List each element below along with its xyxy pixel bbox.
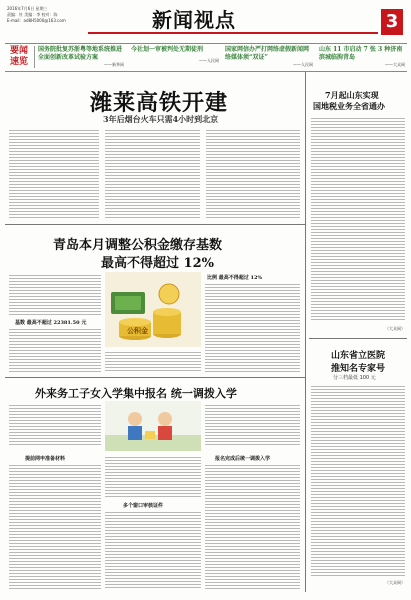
page-number: 3: [385, 11, 399, 32]
right-top-story: [309, 72, 407, 338]
brief-item[interactable]: [225, 46, 313, 67]
fund-story: [5, 226, 303, 376]
brief-item-source: ——人民网: [293, 62, 313, 67]
column-divider: [305, 72, 306, 592]
fund-subhead-left: 基数 最高不超过 22381.50 元: [15, 320, 87, 326]
masthead-email: E-mail：ad8H5000@163.com: [7, 18, 66, 23]
main-story-body-col2: [105, 128, 200, 218]
brief-item-title: 山东 11 市启动 7 张 3 种济南滨城临朐青岛: [319, 46, 403, 61]
worker-body-col3-top: [205, 403, 300, 447]
briefs-label-divider: [34, 46, 35, 68]
hospital-headline-line2: 推知名专家号: [331, 364, 386, 374]
worker-body-col3: [205, 463, 300, 589]
fund-subhead-right: 比例 最高不得超过 12%: [207, 275, 263, 281]
fund-body-left-2: [9, 327, 101, 373]
briefs-label-line2: 速览: [9, 57, 28, 67]
section-divider: [5, 224, 305, 225]
brief-item-title: 今社划一审被判处无期徒刑: [131, 46, 204, 53]
fund-illustration-caption: 公积金: [127, 326, 148, 335]
fund-headline-line2: 最高不得超过 12%: [101, 256, 214, 271]
right-top-body: [311, 116, 405, 322]
worker-subhead-3: 报名完成后统一调拨入学: [215, 456, 271, 462]
brief-item-title: 国务院批复苏浙粤等地系统推进全面创新改革试验方案: [38, 46, 123, 61]
masthead-date: 2016年7月6日 星期三: [7, 6, 48, 11]
worker-subhead-2: 多个窗口审核证件: [123, 503, 164, 509]
right-top-headline-line2: 国地税业务全省通办: [313, 101, 385, 111]
right-top-source: （大众网）: [385, 326, 405, 331]
hospital-headline-line3: 分三档最低 100 元: [333, 375, 376, 381]
briefs-label-line1: 要闻: [9, 46, 28, 56]
brief-item-source: ——人民网: [199, 58, 219, 63]
main-story-subheadline: 3年后烟台火车只需4小时到北京: [103, 114, 219, 124]
coin-stack-illustration: [105, 272, 201, 347]
briefs-bar: [5, 43, 407, 72]
brief-item[interactable]: [38, 46, 124, 67]
worker-illustration: [105, 401, 201, 451]
right-divider: [309, 338, 407, 339]
fund-body-left: [9, 273, 101, 315]
worker-headline: 外来务工子女入学集中报名 统一调拨入学: [35, 387, 237, 400]
students-illustration: [105, 401, 201, 451]
brief-item[interactable]: [319, 46, 405, 67]
hospital-headline-line1: 山东省立医院: [331, 351, 386, 361]
brief-item-source: ——大众网: [385, 62, 405, 67]
worker-subhead-1: 提前网申准备材料: [25, 456, 66, 462]
main-story-body-col1: [9, 128, 99, 218]
brief-item-source: ——新华网: [104, 62, 124, 67]
worker-story: [5, 379, 303, 593]
hospital-body: [311, 384, 405, 576]
briefs-label: [7, 46, 31, 68]
worker-body-col1: [9, 403, 101, 447]
fund-illustration: [105, 272, 201, 347]
right-top-headline-line1: 7月起山东实现: [325, 90, 379, 100]
section-title: 新闻视点: [152, 8, 236, 32]
fund-body-right: [205, 282, 300, 372]
masthead-editor: 责编：杜 美编：李 校对：陈: [7, 12, 58, 17]
main-story-headline: 潍莱高铁开建: [90, 90, 229, 116]
main-story: [5, 72, 303, 222]
page-number-badge: [381, 9, 403, 35]
fund-body-middle: [105, 350, 201, 372]
hospital-source: （大众网）: [385, 580, 405, 585]
hospital-story: [309, 340, 407, 592]
brief-item[interactable]: [131, 46, 219, 63]
brief-item-title: 国家网信办严打网络虚假新闻网络媒体须“双证”: [225, 46, 310, 61]
main-story-body-col3: [206, 128, 300, 218]
worker-body-col1-b: [9, 463, 101, 589]
worker-body-col2-b: [105, 510, 201, 589]
masthead: [0, 0, 411, 44]
worker-body-col2: [105, 455, 201, 497]
fund-headline-line1: 青岛本月调整公积金缴存基数: [53, 238, 223, 253]
section-title-rule: [88, 32, 378, 34]
section-divider: [5, 377, 305, 378]
